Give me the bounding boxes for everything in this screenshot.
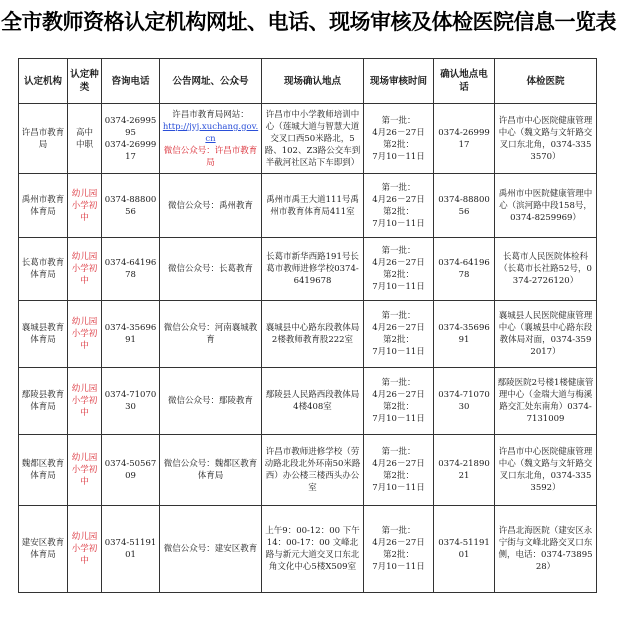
time-cell: 第一批： 4月26－27日 第2批： 7月10－11日 bbox=[364, 435, 434, 506]
time-cell: 第一批： 4月26－27日 第2批： 7月10－11日 bbox=[364, 506, 434, 593]
time-cell: 第一批： 4月26－27日 第2批： 7月10－11日 bbox=[364, 238, 434, 301]
website-cell: 微信公众号：鄢陵教育 bbox=[160, 368, 262, 435]
site-cell: 上午9：00-12：00 下午14：00-17：00 文峰北路与新元大道交叉口东北角文化中心5楼X509室 bbox=[262, 506, 364, 593]
phone-cell: 0374-2699595 0374-2699917 bbox=[102, 104, 160, 174]
table-row bbox=[19, 104, 597, 174]
site-cell: 长葛市新华西路191号长葛市教师进修学校0374-6419678 bbox=[262, 238, 364, 301]
website-cell: 许昌市教育局网站： http://jyj.xuchang.gov.cn 微信公众号：许昌市教育局 bbox=[160, 104, 262, 174]
type-cell: 高中 中职 bbox=[68, 104, 102, 174]
table-row bbox=[19, 435, 597, 506]
header-row bbox=[19, 59, 597, 104]
site-cell: 禹州市禹王大道111号禹州市教育体育局411室 bbox=[262, 174, 364, 238]
website-cell: 微信公众号：长葛教育 bbox=[160, 238, 262, 301]
table-row bbox=[19, 506, 597, 593]
site-phone-cell: 0374-5119101 bbox=[434, 506, 495, 593]
site-cell: 许昌市中小学教师培训中心（莲城大道与智慧大道交叉口西50米路北，5路、102、Z3路公交车到半截河社区站下车即到） bbox=[262, 104, 364, 174]
agency-cell: 禹州市教育体育局 bbox=[19, 174, 68, 238]
phone-cell: 0374-5056709 bbox=[102, 435, 160, 506]
site-phone-cell: 0374-8880056 bbox=[434, 174, 495, 238]
site-phone-cell: 0374-2699917 bbox=[434, 104, 495, 174]
info-table bbox=[18, 58, 597, 593]
phone-cell: 0374-8880056 bbox=[102, 174, 160, 238]
header-agency: 认定机构 bbox=[19, 59, 68, 104]
table-row bbox=[19, 238, 597, 301]
type-cell: 幼儿园 小学初中 bbox=[68, 435, 102, 506]
agency-cell: 许昌市教育局 bbox=[19, 104, 68, 174]
header-phone: 咨询电话 bbox=[102, 59, 160, 104]
header-time: 现场审核时间 bbox=[364, 59, 434, 104]
website-link[interactable]: http://jyj.xuchang.gov.cn bbox=[162, 121, 259, 144]
hospital-cell: 许昌市中心医院健康管理中心（魏文路与文轩路交叉口东北角，0374-3353570） bbox=[495, 104, 597, 174]
phone-cell: 0374-7107030 bbox=[102, 368, 160, 435]
site-phone-cell: 0374-7107030 bbox=[434, 368, 495, 435]
hospital-cell: 长葛市人民医院体检科（长葛市长社路52号，0374-2726120） bbox=[495, 238, 597, 301]
table-row bbox=[19, 301, 597, 368]
hospital-cell: 禹州市中医院健康管理中心（滨河路中段158号，0374-8259969） bbox=[495, 174, 597, 238]
phone-cell: 0374-6419678 bbox=[102, 238, 160, 301]
agency-cell: 魏都区教育体育局 bbox=[19, 435, 68, 506]
site-phone-cell: 0374-2189021 bbox=[434, 435, 495, 506]
time-cell: 第一批： 4月26－27日 第2批： 7月10－11日 bbox=[364, 104, 434, 174]
site-phone-cell: 0374-6419678 bbox=[434, 238, 495, 301]
phone-cell: 0374-3569691 bbox=[102, 301, 160, 368]
site-cell: 襄城县中心路东段教体局2楼教师教育股222室 bbox=[262, 301, 364, 368]
agency-cell: 襄城县教育体育局 bbox=[19, 301, 68, 368]
website-cell: 微信公众号：魏都区教育体育局 bbox=[160, 435, 262, 506]
hospital-cell: 鄢陵医院2号楼1楼健康管理中心（金瑞大道与梅溪路交汇处东南角）0374-7131009 bbox=[495, 368, 597, 435]
type-cell: 幼儿园 小学初中 bbox=[68, 368, 102, 435]
time-cell: 第一批： 4月26－27日 第2批： 7月10－11日 bbox=[364, 174, 434, 238]
site-phone-cell: 0374-3569691 bbox=[434, 301, 495, 368]
site-cell: 许昌市教师进修学校（劳动路北段北外环南50米路西）办公楼三楼西头办公室 bbox=[262, 435, 364, 506]
phone-cell: 0374-5119101 bbox=[102, 506, 160, 593]
hospital-cell: 许昌市中心医院健康管理中心（魏文路与文轩路交叉口东北角，0374-3353592） bbox=[495, 435, 597, 506]
table-row bbox=[19, 368, 597, 435]
agency-cell: 建安区教育体育局 bbox=[19, 506, 68, 593]
header-site-phone: 确认地点电话 bbox=[434, 59, 495, 104]
time-cell: 第一批： 4月26－27日 第2批： 7月10－11日 bbox=[364, 301, 434, 368]
header-type: 认定种类 bbox=[68, 59, 102, 104]
hospital-cell: 襄城县人民医院健康管理中心（襄城县中心路东段教体局对面，0374-3592017） bbox=[495, 301, 597, 368]
agency-cell: 长葛市教育体育局 bbox=[19, 238, 68, 301]
type-cell: 幼儿园 小学初中 bbox=[68, 238, 102, 301]
time-cell: 第一批： 4月26－27日 第2批： 7月10－11日 bbox=[364, 368, 434, 435]
type-cell: 幼儿园 小学初中 bbox=[68, 506, 102, 593]
website-cell: 微信公众号：河南襄城教育 bbox=[160, 301, 262, 368]
agency-cell: 鄢陵县教育体育局 bbox=[19, 368, 68, 435]
site-cell: 鄢陵县人民路西段教体局4楼408室 bbox=[262, 368, 364, 435]
type-cell: 幼儿园 小学初中 bbox=[68, 301, 102, 368]
hospital-cell: 许昌北海医院（建安区永宁街与文峰北路交叉口东侧，电话：0374-7389528） bbox=[495, 506, 597, 593]
table-row bbox=[19, 174, 597, 238]
website-cell: 微信公众号：禹州教育 bbox=[160, 174, 262, 238]
header-site: 现场确认地点 bbox=[262, 59, 364, 104]
header-website: 公告网址、公众号 bbox=[160, 59, 262, 104]
header-hospital: 体检医院 bbox=[495, 59, 597, 104]
website-cell: 微信公众号：建安区教育 bbox=[160, 506, 262, 593]
type-cell: 幼儿园 小学初中 bbox=[68, 174, 102, 238]
page-title: 全市教师资格认定机构网址、电话、现场审核及体检医院信息一览表 bbox=[1, 10, 616, 34]
